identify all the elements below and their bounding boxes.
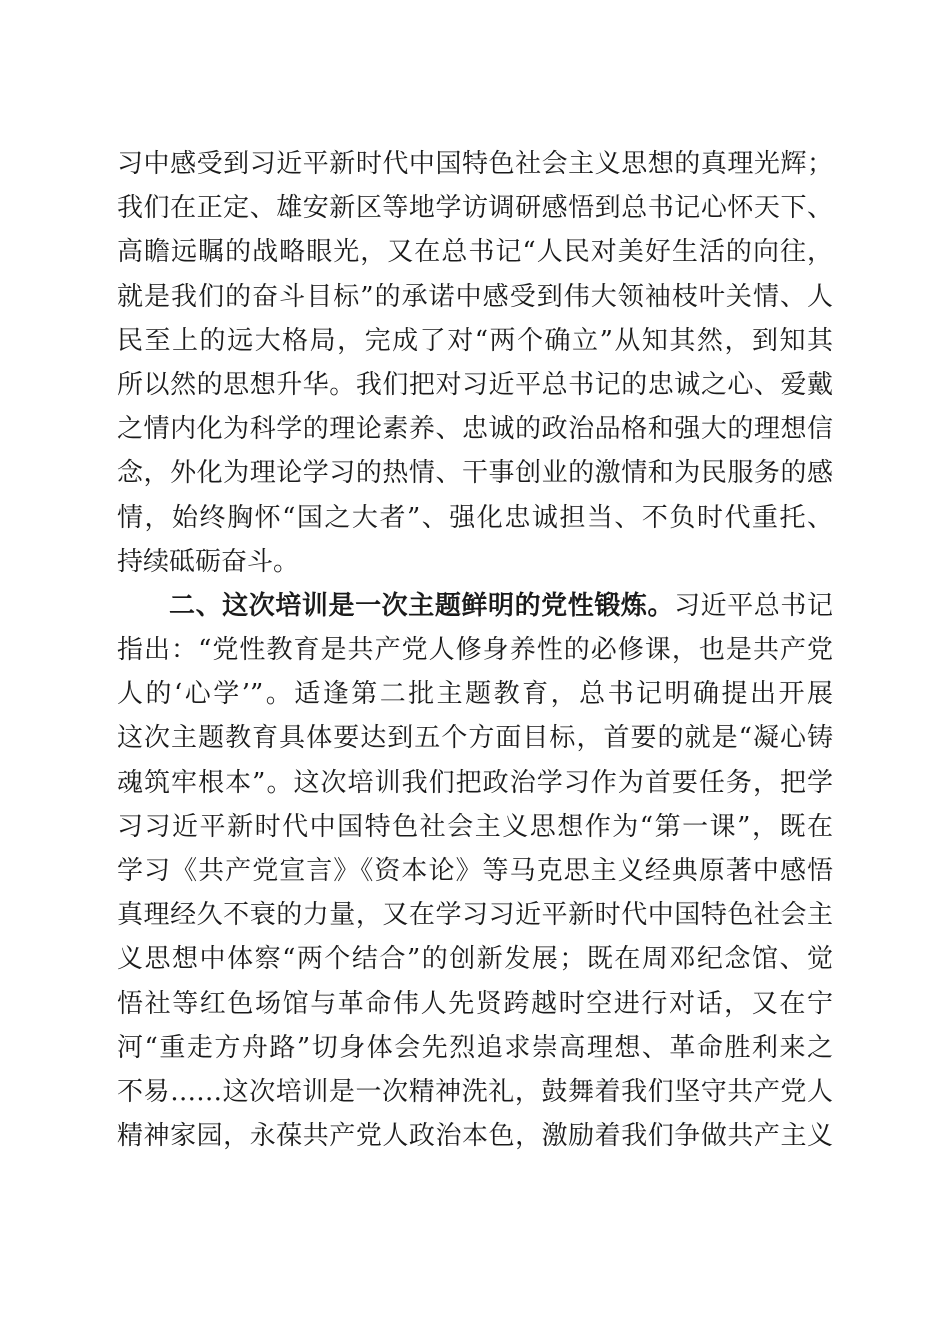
text-line: 持续砥砺奋斗。 (117, 546, 300, 577)
text-line: 我们在正定、雄安新区等地学访调研感悟到总书记心怀天下、 (117, 193, 833, 224)
text-line: 这次主题教育具体要达到五个方面目标，首要的就是“凝心铸 (117, 723, 833, 754)
text-line: 义思想中体察“两个结合”的创新发展；既在周邓纪念馆、觉 (117, 944, 833, 975)
text-line: 河“重走方舟路”切身体会先烈追求崇高理想、革命胜利来之 (117, 1032, 833, 1063)
text-line: 之情内化为科学的理论素养、忠诚的政治品格和强大的理想信 (117, 414, 833, 445)
text-line: 民至上的远大格局，完成了对“两个确立”从知其然，到知其 (117, 325, 833, 356)
text-line: 魂筑牢根本”。这次培训我们把政治学习作为首要任务，把学 (117, 767, 833, 798)
text-line: 习中感受到习近平新时代中国特色社会主义思想的真理光辉； (117, 149, 833, 179)
text-line: 学习《共产党宣言》《资本论》等马克思主义经典原著中感悟 (117, 856, 833, 886)
body-text (117, 142, 833, 1158)
text-line: 习习近平新时代中国特色社会主义思想作为“第一课”，既在 (117, 811, 833, 842)
text-line: 就是我们的奋斗目标”的承诺中感受到伟大领袖枝叶关情、人 (117, 281, 833, 312)
text-line: 悟社等红色场馆与革命伟人先贤跨越时空进行对话，又在宁 (117, 988, 833, 1019)
paragraph-heading: 二、这次培训是一次主题鲜明的党性锻炼。 (169, 590, 675, 621)
text-line: 不易……这次培训是一次精神洗礼，鼓舞着我们坚守共产党人 (117, 1076, 833, 1107)
text-line: 所以然的思想升华。我们把对习近平总书记的忠诚之心、爱戴 (117, 369, 833, 400)
text-line: 精神家园，永葆共产党人政治本色，激励着我们争做共产主义 (117, 1121, 833, 1152)
heading-line-rest: 习近平总书记 (674, 590, 833, 621)
text-line: 人的‘心学’”。适逢第二批主题教育，总书记明确提出开展 (117, 679, 833, 710)
text-line: 指出：“党性教育是共产党人修身养性的必修课，也是共产党 (117, 635, 833, 666)
paragraph-heading-line (117, 584, 833, 628)
text-line: 情，始终胸怀“国之大者”、强化忠诚担当、不负时代重托、 (117, 502, 833, 533)
text-line: 高瞻远瞩的战略眼光，又在总书记“人民对美好生活的向往， (117, 237, 833, 268)
text-line: 真理经久不衰的力量，又在学习习近平新时代中国特色社会主 (117, 900, 833, 931)
text-line: 念，外化为理论学习的热情、干事创业的激情和为民服务的感 (117, 458, 833, 489)
